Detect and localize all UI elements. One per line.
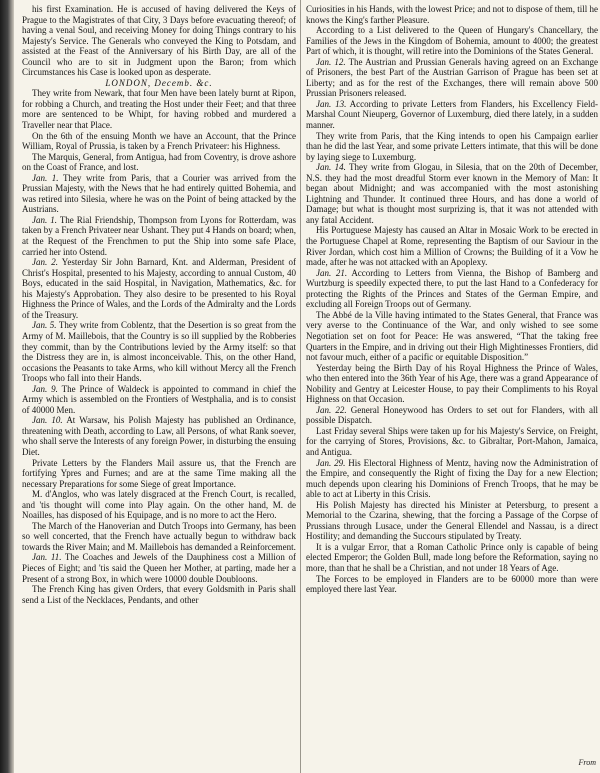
article-paragraph [306, 57, 598, 99]
article-paragraph [306, 25, 598, 57]
paragraph-text: They write from Paris, that the King intends to open his Campaign earlier than he did the last Year, and some private Letters intimate, that this will be done by laying siege to Luxemburg. [306, 130, 598, 162]
dateline: Jan. 14. [316, 162, 346, 173]
article-paragraph [22, 78, 296, 89]
paragraph-text: Yesterday being the Birth Day of his Royal Highness the Prince of Wales, who then entered into the 36th Year of his Age, there was a grand Appearance of Nobility and Gentry at Leicester House, to pay their Compliments to his Royal Highness on that Occasion. [306, 362, 598, 405]
article-paragraph [22, 320, 296, 383]
dateline: Jan. 1. [32, 214, 57, 225]
article-paragraph [22, 173, 296, 215]
dateline: Jan. 21. [316, 267, 348, 278]
dateline: Jan. 12. [316, 56, 346, 67]
article-paragraph [22, 215, 296, 257]
paragraph-text: At Warsaw, his Polish Majesty has published an Ordinance, threatening with Death, according to Law, all Persons, of what Rank soever, who shall serve the Interests of any foreign Power, in disturbing the ensuing Diet. [22, 415, 296, 457]
article-paragraph [306, 426, 598, 458]
paragraph-text: Curiosities in his Hands, with the lowest Price; and not to dispose of them, till he knows the King's farther Pleasure. [306, 4, 598, 25]
paragraph-text: The March of the Hanoverian and Dutch Troops into Germany, has been so well concerted, that the French have actually begun to withdraw back towards the River Main; and M. Maillebois has demanded a Reinforcement. [22, 520, 296, 552]
column-divider [300, 0, 301, 773]
article-paragraph [306, 458, 598, 500]
catchword: From [578, 758, 596, 767]
paragraph-text: The Abbé de la Ville having intimated to the States General, that France was very averse to the Continuance of the War, and only wished to see some Negotiation set on foot for Peace: He was answered, “That the taking free Quarters in the Empire, and in driving out their High Mightinesses Frontiers, did not favour much, either of a pacific or equitable Disposition.” [306, 309, 598, 363]
dateline: Jan. 29. [316, 457, 346, 468]
left-column [22, 4, 296, 773]
article-paragraph [306, 574, 598, 595]
article-paragraph [22, 131, 296, 152]
article-paragraph [306, 542, 598, 574]
paragraph-text: On the 6th of the ensuing Month we have an Account, that the Prince William, Royal of Prussia, is taken by a French Privateer: his Highness. [22, 130, 296, 152]
paragraph-text: his first Examination. He is accused of having delivered the Keys of Prague to the Magistrates of that City, 3 Days before evacuating thereof; of having a venal Soul, and receiving Money for doing Things contrary to his Majesty's Service. The Generals who conveyed the King to Potsdam, and assisted at the Feast of the Anniversary of his Birth Day, are all of the Council who are to sit in Judgment upon the Baron; from which Circumstances his Case is looked upon as desperate. [22, 4, 296, 78]
paragraph-text: They write from Coblentz, that the Desertion is so great from the Army of M. Maillebois, that the Country is so ill supplied by the Robberies they commit, than by the Contributions levied by the Army itself: so that the Distress they are in, is almost inconceivable. This, on the other Hand, occasions the Peasants to take Arms, who kill without Mercy all the French Troops who fall into their Hands. [22, 320, 296, 384]
article-paragraph [306, 310, 598, 363]
article-paragraph [306, 162, 598, 225]
dateline: Jan. 10. [32, 415, 63, 426]
paragraph-text: The Prince of Waldeck is appointed to command in chief the Army which is assembled on the Frontiers of Westphalia, and is to consist of 40000 Men. [22, 383, 296, 415]
article-paragraph [22, 88, 296, 130]
paragraph-text: LONDON, Decemb. &c. [105, 77, 213, 88]
article-paragraph [306, 99, 598, 131]
paragraph-text: They write from Glogau, in Silesia, that on the 20th of December, N.S. they had the most dreadful Storm ever known in the Memory of Man: It began about Midnight; and was accompanied with the most astonishing Lightning and Thunder. It continued three Hours, and has done a world of Damage; but what is thought most surprizing is, that it was not attended with any fatal Accident. [306, 162, 598, 225]
article-paragraph [306, 500, 598, 542]
article-paragraph [22, 584, 296, 605]
dateline: Jan. 9. [32, 383, 58, 394]
paragraph-text: His Electoral Highness of Mentz, having now the Administration of the Empire, and consequently the Right of fixing the Day for a new Election; much depends upon clearing his Dominions of French Troops, that he may be able to act at Liberty in this Crisis. [306, 457, 598, 500]
article-paragraph [22, 384, 296, 416]
article-paragraph [22, 458, 296, 490]
dateline: Jan. 5. [32, 320, 57, 331]
paragraph-text: General Honeywood has Orders to set out for Flanders, with all possible Dispatch. [306, 404, 598, 426]
article-paragraph [22, 152, 296, 173]
paragraph-text: The Coaches and Jewels of the Dauphiness cost a Million of Pieces of Eight; and 'tis said the Queen her Mother, at parting, made her a Present of a strong Box, in which were 10000 double Doubloons. [22, 552, 296, 584]
paragraph-text: Yesterday Sir John Barnard, Knt. and Alderman, President of Christ's Hospital, presented to his Majesty, according to annual Custom, 40 Boys, educated in the said Hospital, in Navigation, Mathematics, &c. for his Majesty's Approbation. They also desire to be presented to his Royal Highness the Prince of Wales, and the Lords of the Admiralty and the Lords of the Treasury. [22, 257, 296, 320]
article-paragraph [22, 257, 296, 320]
article-paragraph [306, 131, 598, 163]
dateline: Jan. 13. [316, 98, 347, 109]
article-paragraph [22, 4, 296, 78]
article-paragraph [306, 225, 598, 267]
paragraph-text: The Austrian and Prussian Generals having agreed on an Exchange of Prisoners, the best Part of the Austrian Garrison of Prague has been set at Liberty; and as for the rest of the Exchanges, there will remain above 500 Prussian Prisoners released. [306, 56, 598, 99]
article-paragraph [306, 363, 598, 405]
paragraph-text: The Rial Friendship, Thompson from Lyons for Rotterdam, was taken by a French Privateer near Ushant. They put 4 Hands on board; when, at the Request of the Frenchmen to put the Ship into some safe Place, carried her into Ostend. [22, 214, 296, 257]
article-paragraph [306, 405, 598, 426]
paragraph-text: M. d'Anglos, who was lately disgraced at the French Court, is recalled, and 'tis thought will come into Play again. On the other hand, M. de Noailles, has disposed of his Equipage, and is no more to act the Hero. [22, 489, 296, 521]
dateline: Jan. 1. [32, 172, 59, 183]
paragraph-text: His Portuguese Majesty has caused an Altar in Mosaic Work to be erected in the Portuguese Chapel at Rome, representing the Baptism of our Saviour in the River Jordan, which cost him a Million of Crowns; the Building of it a Vow he made, after he was not attacked with an Apoplexy. [306, 225, 598, 268]
article-paragraph [22, 489, 296, 521]
article-paragraph [22, 415, 296, 457]
paragraph-text: The Marquis, General, from Antigua, had from Coventry, is drove ashore on the Coast of France, and lost. [22, 151, 296, 173]
paragraph-text: According to private Letters from Flanders, his Excellency Field-Marshal Count Nieuperg, Governor of Luxemburg, died there lately, in a sudden manner. [306, 98, 598, 131]
paragraph-text: It is a vulgar Error, that a Roman Catholic Prince only is capable of being elected Emperor; the Golden Bull, made long before the Reformation, saying no more, than that he shall be a Christian, and not under 18 Years of Age. [306, 541, 598, 573]
paragraph-text: They write from Paris, that a Courier was arrived from the Prussian Majesty, with the News that he had entirely quitted Bohemia, and was retired into Silesia, where he was on the Point of being attacked by the Austrians. [22, 172, 296, 215]
paragraph-text: Last Friday several Ships were taken up for his Majesty's Service, on Freight, for the carrying of Stores, Provisions, &c. to Gibraltar, Port-Mahon, Jamaica, and Antigua. [306, 425, 598, 457]
dateline: Jan. 22. [316, 404, 347, 415]
dateline: Jan. 2. [32, 257, 59, 268]
dateline: Jan. 11. [32, 552, 62, 563]
paragraph-text: According to a List delivered to the Queen of Hungary's Chancellary, the Families of the Jews in the Kingdom of Bohemia, amount to 4000; the greatest Part of which, it is thought, will retire into the Dominions of the States General. [306, 25, 598, 57]
paragraph-text: His Polish Majesty has directed his Minister at Petersburg, to present a Memorial to the Czarina, shewing, that the forcing a Passage of the Corpse of Prussians through Lusace, under the General Ellendel and Nassau, is a direct Hostility; and demanding the Succours stipulated by Treaty. [306, 499, 598, 542]
right-column [306, 4, 598, 773]
paragraph-text: The French King has given Orders, that every Goldsmith in Paris shall send a List of the Necklaces, Pendants, and other [22, 584, 296, 605]
paragraph-text: The Forces to be employed in Flanders are to be 60000 more than were employed there last Year. [306, 573, 598, 595]
paragraph-text: Private Letters by the Flanders Mail assure us, that the French are fortifying Ypres and Furnes; and are at the same Time making all the necessary Preparations for some Siege of great Importance. [22, 457, 296, 489]
article-paragraph [306, 268, 598, 310]
article-paragraph [306, 4, 598, 25]
page-binding-shadow [0, 0, 14, 773]
paragraph-text: They write from Newark, that four Men have been lately burnt at Ripon, for robbing a Church, and treating the Host under their Feet; and that three more are sentenced to be Whipt, for having robbed and murdered a Traveller near that Place. [22, 88, 296, 131]
article-paragraph [22, 552, 296, 584]
article-paragraph [22, 521, 296, 553]
paragraph-text: According to Letters from Vienna, the Bishop of Bamberg and Wurtzburg is speedily expected there, to put the last Hand to a Confederacy for protecting the Rights of the Princes and States of the German Empire, and excluding all Foreign Troops out of Germany. [306, 267, 598, 310]
